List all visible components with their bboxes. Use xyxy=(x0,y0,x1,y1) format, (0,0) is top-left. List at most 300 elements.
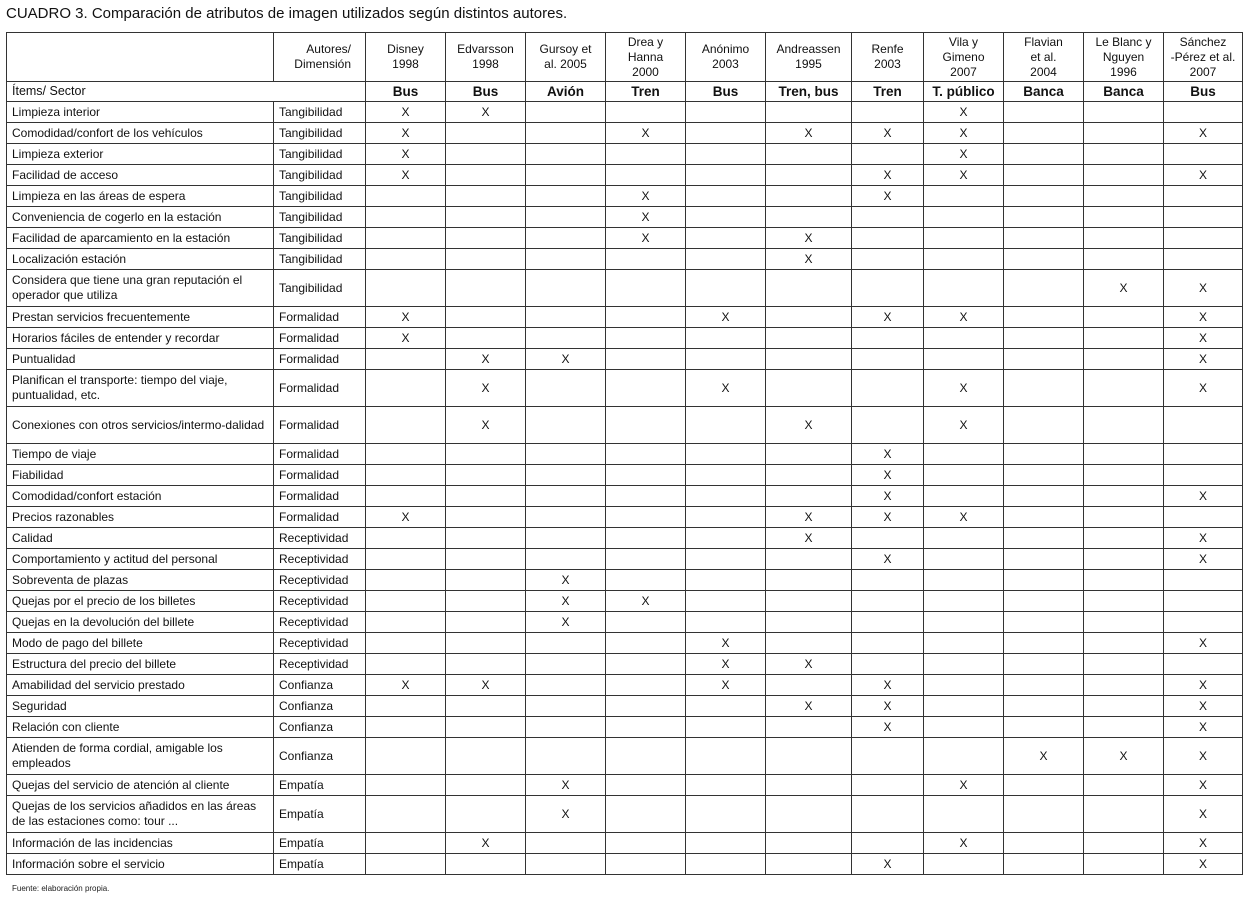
mark-cell xyxy=(924,738,1004,775)
table-row xyxy=(7,570,1243,591)
mark-cell xyxy=(606,696,686,717)
mark-cell: X xyxy=(852,307,924,328)
sector-cell: T. público xyxy=(924,82,1004,102)
table-row xyxy=(7,591,1243,612)
dimension-cell: Formalidad xyxy=(274,349,366,370)
mark-cell xyxy=(446,796,526,833)
mark-cell xyxy=(446,696,526,717)
mark-cell: X xyxy=(1164,165,1243,186)
mark-cell xyxy=(686,407,766,444)
mark-cell xyxy=(924,207,1004,228)
mark-cell xyxy=(606,738,686,775)
mark-cell xyxy=(686,549,766,570)
mark-cell xyxy=(366,465,446,486)
table-row xyxy=(7,796,1243,833)
mark-cell xyxy=(686,486,766,507)
mark-cell: X xyxy=(766,249,852,270)
comparison-table xyxy=(6,32,1243,875)
mark-cell xyxy=(366,370,446,407)
mark-cell xyxy=(1084,591,1164,612)
mark-cell xyxy=(366,696,446,717)
mark-cell xyxy=(852,207,924,228)
item-cell: Calidad xyxy=(7,528,274,549)
mark-cell xyxy=(1084,144,1164,165)
item-cell: Comodidad/confort estación xyxy=(7,486,274,507)
mark-cell xyxy=(446,528,526,549)
mark-cell: X xyxy=(686,370,766,407)
mark-cell xyxy=(1004,370,1084,407)
mark-cell xyxy=(606,307,686,328)
mark-cell: X xyxy=(1164,486,1243,507)
mark-cell: X xyxy=(766,696,852,717)
mark-cell xyxy=(526,507,606,528)
mark-cell xyxy=(446,738,526,775)
dimension-cell: Receptividad xyxy=(274,633,366,654)
mark-cell xyxy=(1004,328,1084,349)
mark-cell xyxy=(1084,102,1164,123)
item-cell: Facilidad de acceso xyxy=(7,165,274,186)
table-row xyxy=(7,144,1243,165)
sector-cell: Bus xyxy=(1164,82,1243,102)
mark-cell: X xyxy=(766,528,852,549)
dimension-cell: Confianza xyxy=(274,717,366,738)
mark-cell: X xyxy=(446,370,526,407)
mark-cell: X xyxy=(366,307,446,328)
mark-cell: X xyxy=(686,307,766,328)
mark-cell xyxy=(526,228,606,249)
mark-cell xyxy=(1004,165,1084,186)
table-row xyxy=(7,775,1243,796)
mark-cell xyxy=(852,270,924,307)
mark-cell xyxy=(366,207,446,228)
mark-cell xyxy=(766,796,852,833)
mark-cell xyxy=(446,307,526,328)
mark-cell xyxy=(1004,854,1084,875)
table-row xyxy=(7,102,1243,123)
mark-cell: X xyxy=(1164,854,1243,875)
mark-cell xyxy=(1084,854,1164,875)
mark-cell xyxy=(526,123,606,144)
mark-cell xyxy=(686,696,766,717)
mark-cell xyxy=(606,612,686,633)
mark-cell xyxy=(446,144,526,165)
author-header-line: Andreassen xyxy=(776,42,841,56)
mark-cell xyxy=(766,102,852,123)
mark-cell xyxy=(526,738,606,775)
mark-cell xyxy=(852,228,924,249)
mark-cell xyxy=(686,796,766,833)
mark-cell xyxy=(686,186,766,207)
table-row xyxy=(7,207,1243,228)
author-header-cell xyxy=(1004,33,1084,82)
author-header-line: Gursoy et xyxy=(539,42,592,56)
table-body xyxy=(7,102,1243,875)
mark-cell xyxy=(446,854,526,875)
mark-cell: X xyxy=(924,833,1004,854)
dimension-cell: Tangibilidad xyxy=(274,228,366,249)
mark-cell xyxy=(526,270,606,307)
mark-cell xyxy=(924,328,1004,349)
dimension-header-line: Autores/ xyxy=(306,42,351,56)
mark-cell xyxy=(526,654,606,675)
mark-cell: X xyxy=(1164,717,1243,738)
item-cell: Conveniencia de cogerlo en la estación xyxy=(7,207,274,228)
author-header-line: 1998 xyxy=(392,57,419,71)
mark-cell: X xyxy=(1164,549,1243,570)
mark-cell xyxy=(924,633,1004,654)
mark-cell xyxy=(526,717,606,738)
mark-cell xyxy=(526,486,606,507)
mark-cell xyxy=(366,486,446,507)
mark-cell: X xyxy=(526,591,606,612)
mark-cell xyxy=(1084,486,1164,507)
sector-header-row xyxy=(7,82,1243,102)
table-row xyxy=(7,407,1243,444)
mark-cell: X xyxy=(852,696,924,717)
mark-cell xyxy=(366,444,446,465)
mark-cell xyxy=(924,675,1004,696)
source-note: Fuente: elaboración propia. xyxy=(12,884,110,893)
mark-cell xyxy=(1084,228,1164,249)
mark-cell: X xyxy=(366,328,446,349)
dimension-cell: Receptividad xyxy=(274,591,366,612)
mark-cell xyxy=(924,528,1004,549)
mark-cell xyxy=(1004,775,1084,796)
mark-cell xyxy=(766,486,852,507)
mark-cell xyxy=(526,549,606,570)
mark-cell xyxy=(766,444,852,465)
mark-cell xyxy=(686,465,766,486)
mark-cell xyxy=(766,570,852,591)
mark-cell: X xyxy=(924,144,1004,165)
mark-cell xyxy=(1084,307,1164,328)
mark-cell xyxy=(1084,796,1164,833)
item-cell: Sobreventa de plazas xyxy=(7,570,274,591)
mark-cell xyxy=(526,249,606,270)
mark-cell xyxy=(446,591,526,612)
mark-cell xyxy=(446,328,526,349)
mark-cell xyxy=(852,591,924,612)
mark-cell xyxy=(526,833,606,854)
mark-cell: X xyxy=(924,507,1004,528)
mark-cell xyxy=(924,796,1004,833)
mark-cell xyxy=(606,570,686,591)
mark-cell: X xyxy=(446,407,526,444)
mark-cell xyxy=(526,165,606,186)
mark-cell xyxy=(766,833,852,854)
mark-cell xyxy=(924,612,1004,633)
mark-cell xyxy=(924,570,1004,591)
sector-row-label: Ítems/ Sector xyxy=(7,82,366,102)
mark-cell: X xyxy=(446,102,526,123)
mark-cell xyxy=(526,186,606,207)
mark-cell: X xyxy=(606,207,686,228)
mark-cell xyxy=(852,407,924,444)
sector-cell: Tren, bus xyxy=(766,82,852,102)
mark-cell xyxy=(1164,654,1243,675)
item-cell: Tiempo de viaje xyxy=(7,444,274,465)
item-cell: Quejas del servicio de atención al cliente xyxy=(7,775,274,796)
mark-cell xyxy=(1084,465,1164,486)
mark-cell: X xyxy=(1164,123,1243,144)
author-header-line: 1996 xyxy=(1110,64,1137,79)
mark-cell: X xyxy=(366,144,446,165)
mark-cell xyxy=(686,270,766,307)
mark-cell xyxy=(606,675,686,696)
mark-cell: X xyxy=(1164,328,1243,349)
mark-cell xyxy=(1004,123,1084,144)
mark-cell xyxy=(1084,612,1164,633)
mark-cell xyxy=(852,833,924,854)
mark-cell xyxy=(446,186,526,207)
mark-cell xyxy=(606,654,686,675)
mark-cell xyxy=(686,833,766,854)
mark-cell xyxy=(1084,407,1164,444)
mark-cell xyxy=(606,249,686,270)
mark-cell xyxy=(1004,207,1084,228)
mark-cell xyxy=(924,444,1004,465)
mark-cell: X xyxy=(852,507,924,528)
mark-cell xyxy=(366,654,446,675)
mark-cell xyxy=(606,444,686,465)
mark-cell xyxy=(1084,696,1164,717)
mark-cell xyxy=(366,528,446,549)
author-header-line: 2003 xyxy=(874,57,901,71)
mark-cell xyxy=(1004,570,1084,591)
mark-cell xyxy=(366,591,446,612)
mark-cell xyxy=(686,570,766,591)
mark-cell xyxy=(606,854,686,875)
mark-cell xyxy=(446,549,526,570)
mark-cell xyxy=(1084,165,1164,186)
mark-cell xyxy=(1004,407,1084,444)
mark-cell: X xyxy=(366,123,446,144)
mark-cell xyxy=(686,144,766,165)
mark-cell xyxy=(366,854,446,875)
table-row xyxy=(7,444,1243,465)
author-header-line: 2000 xyxy=(632,64,659,79)
mark-cell xyxy=(1164,186,1243,207)
mark-cell xyxy=(526,370,606,407)
mark-cell: X xyxy=(766,123,852,144)
item-header-cell xyxy=(7,33,274,82)
author-header-cell xyxy=(1164,33,1243,82)
table-row xyxy=(7,186,1243,207)
author-header-line: 1995 xyxy=(795,57,822,71)
dimension-cell: Confianza xyxy=(274,675,366,696)
mark-cell xyxy=(526,328,606,349)
sector-cell: Avión xyxy=(526,82,606,102)
mark-cell xyxy=(606,465,686,486)
mark-cell xyxy=(686,328,766,349)
mark-cell xyxy=(1004,528,1084,549)
mark-cell xyxy=(366,633,446,654)
author-header-line: Drea y xyxy=(627,34,664,49)
mark-cell xyxy=(606,775,686,796)
mark-cell: X xyxy=(924,165,1004,186)
author-header-line: Anónimo xyxy=(701,42,750,56)
mark-cell xyxy=(606,717,686,738)
author-header-line: 2007 xyxy=(1189,64,1217,79)
mark-cell xyxy=(366,570,446,591)
mark-cell xyxy=(366,249,446,270)
mark-cell xyxy=(446,633,526,654)
mark-cell: X xyxy=(852,444,924,465)
mark-cell xyxy=(1004,144,1084,165)
mark-cell: X xyxy=(924,370,1004,407)
author-header-line: -Pérez et al. xyxy=(1170,49,1236,64)
author-header-line: Flavian xyxy=(1024,34,1063,49)
mark-cell xyxy=(924,549,1004,570)
mark-cell xyxy=(1084,570,1164,591)
sector-cell: Tren xyxy=(606,82,686,102)
mark-cell xyxy=(686,528,766,549)
mark-cell xyxy=(526,696,606,717)
mark-cell xyxy=(1004,549,1084,570)
dimension-cell: Formalidad xyxy=(274,407,366,444)
mark-cell: X xyxy=(852,165,924,186)
mark-cell xyxy=(766,717,852,738)
table-row xyxy=(7,854,1243,875)
mark-cell xyxy=(1084,186,1164,207)
mark-cell: X xyxy=(366,165,446,186)
mark-cell: X xyxy=(446,675,526,696)
mark-cell xyxy=(526,207,606,228)
mark-cell xyxy=(1004,465,1084,486)
mark-cell xyxy=(924,249,1004,270)
item-cell: Considera que tiene una gran reputación el operador que utiliza xyxy=(7,270,274,307)
mark-cell: X xyxy=(1084,738,1164,775)
mark-cell xyxy=(766,270,852,307)
author-header-line: Le Blanc y xyxy=(1095,34,1152,49)
dimension-cell: Tangibilidad xyxy=(274,144,366,165)
table-row xyxy=(7,123,1243,144)
mark-cell xyxy=(852,370,924,407)
dimension-cell: Formalidad xyxy=(274,328,366,349)
mark-cell xyxy=(1004,349,1084,370)
mark-cell: X xyxy=(852,854,924,875)
mark-cell xyxy=(606,270,686,307)
mark-cell xyxy=(1084,328,1164,349)
mark-cell xyxy=(766,370,852,407)
table-row xyxy=(7,696,1243,717)
mark-cell xyxy=(924,228,1004,249)
mark-cell xyxy=(1004,249,1084,270)
dimension-cell: Receptividad xyxy=(274,549,366,570)
mark-cell: X xyxy=(852,123,924,144)
item-cell: Quejas por el precio de los billetes xyxy=(7,591,274,612)
author-header-line: al. 2005 xyxy=(544,57,587,71)
mark-cell xyxy=(606,633,686,654)
sector-cell: Banca xyxy=(1004,82,1084,102)
mark-cell xyxy=(766,775,852,796)
mark-cell: X xyxy=(766,507,852,528)
mark-cell xyxy=(366,270,446,307)
mark-cell xyxy=(852,328,924,349)
item-cell: Comportamiento y actitud del personal xyxy=(7,549,274,570)
mark-cell xyxy=(526,633,606,654)
dimension-header-cell xyxy=(274,33,366,82)
mark-cell xyxy=(766,633,852,654)
mark-cell xyxy=(1004,591,1084,612)
mark-cell: X xyxy=(766,654,852,675)
mark-cell xyxy=(366,717,446,738)
mark-cell xyxy=(1004,228,1084,249)
mark-cell xyxy=(924,486,1004,507)
table-row xyxy=(7,486,1243,507)
mark-cell: X xyxy=(1164,349,1243,370)
table-row xyxy=(7,465,1243,486)
mark-cell: X xyxy=(1164,796,1243,833)
table-row xyxy=(7,833,1243,854)
mark-cell xyxy=(1164,144,1243,165)
author-header-line: Edvarsson xyxy=(457,42,514,56)
mark-cell xyxy=(606,833,686,854)
mark-cell: X xyxy=(1164,370,1243,407)
mark-cell xyxy=(446,270,526,307)
sector-cell: Tren xyxy=(852,82,924,102)
mark-cell: X xyxy=(1164,270,1243,307)
item-cell: Amabilidad del servicio prestado xyxy=(7,675,274,696)
author-header-cell xyxy=(606,33,686,82)
author-header-line: 2007 xyxy=(950,64,977,79)
table-row xyxy=(7,654,1243,675)
mark-cell xyxy=(766,165,852,186)
author-header-line: 2003 xyxy=(712,57,739,71)
dimension-cell: Tangibilidad xyxy=(274,123,366,144)
mark-cell xyxy=(1084,349,1164,370)
mark-cell xyxy=(852,349,924,370)
mark-cell xyxy=(852,796,924,833)
mark-cell xyxy=(1084,507,1164,528)
author-header-cell xyxy=(766,33,852,82)
author-header-line: Disney xyxy=(387,42,424,56)
mark-cell xyxy=(1164,228,1243,249)
item-cell: Limpieza exterior xyxy=(7,144,274,165)
mark-cell xyxy=(446,123,526,144)
mark-cell xyxy=(1164,407,1243,444)
mark-cell: X xyxy=(1164,775,1243,796)
mark-cell xyxy=(1084,775,1164,796)
item-cell: Limpieza en las áreas de espera xyxy=(7,186,274,207)
dimension-cell: Receptividad xyxy=(274,612,366,633)
item-cell: Atienden de forma cordial, amigable los empleados xyxy=(7,738,274,775)
mark-cell xyxy=(852,144,924,165)
table-row xyxy=(7,165,1243,186)
mark-cell xyxy=(686,249,766,270)
author-header-line: Nguyen xyxy=(1102,49,1145,64)
mark-cell xyxy=(446,717,526,738)
item-cell: Relación con cliente xyxy=(7,717,274,738)
author-header-cell xyxy=(366,33,446,82)
mark-cell: X xyxy=(526,612,606,633)
mark-cell xyxy=(766,307,852,328)
mark-cell xyxy=(852,528,924,549)
item-cell: Facilidad de aparcamiento en la estación xyxy=(7,228,274,249)
mark-cell xyxy=(366,738,446,775)
mark-cell xyxy=(1004,612,1084,633)
mark-cell xyxy=(1084,549,1164,570)
item-cell: Localización estación xyxy=(7,249,274,270)
mark-cell xyxy=(766,328,852,349)
mark-cell xyxy=(526,444,606,465)
mark-cell xyxy=(526,102,606,123)
dimension-cell: Tangibilidad xyxy=(274,270,366,307)
mark-cell xyxy=(686,123,766,144)
mark-cell xyxy=(766,675,852,696)
author-header-cell xyxy=(924,33,1004,82)
mark-cell xyxy=(1004,507,1084,528)
